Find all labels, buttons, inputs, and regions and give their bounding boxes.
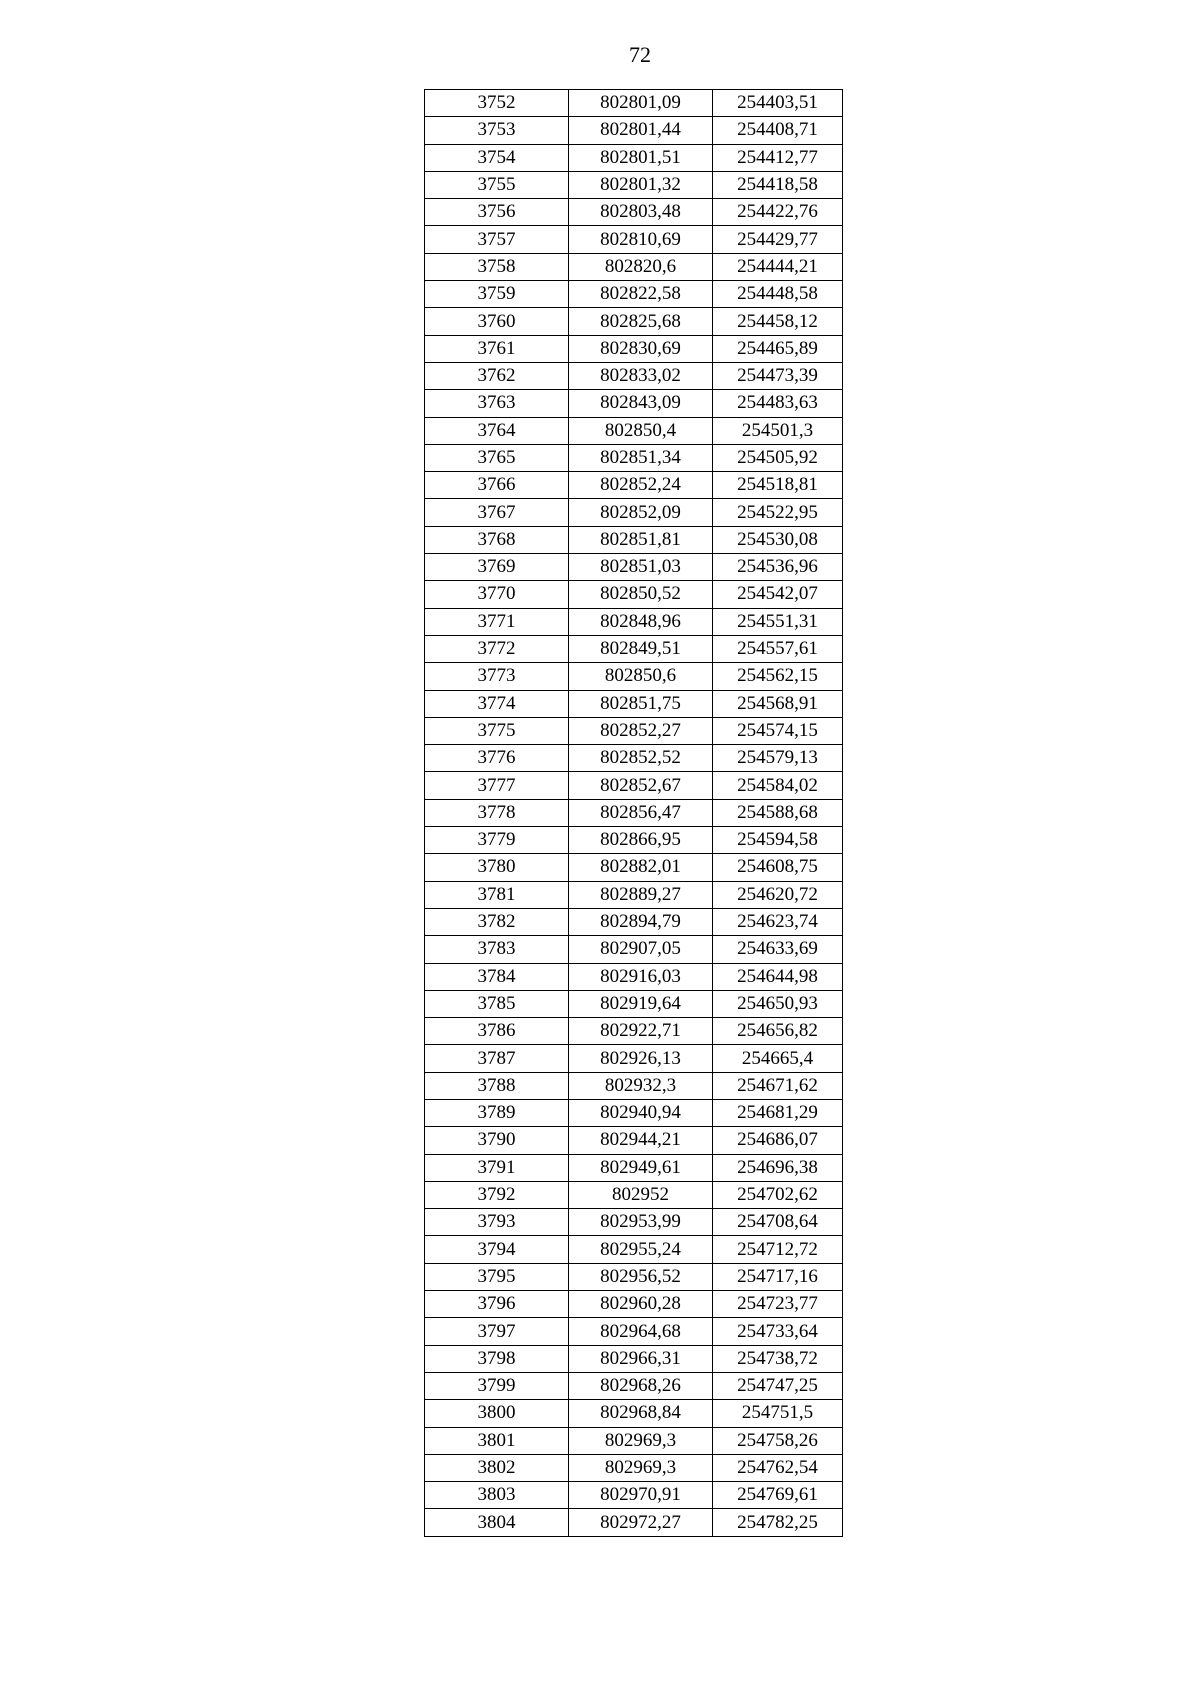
point-number-cell: 3799 (425, 1372, 569, 1399)
x-coordinate-cell: 802894,79 (569, 908, 713, 935)
table-row (425, 827, 843, 854)
table-row (425, 1291, 843, 1318)
point-number-cell: 3785 (425, 990, 569, 1017)
y-coordinate-cell: 254574,15 (713, 717, 843, 744)
x-coordinate-cell: 802956,52 (569, 1263, 713, 1290)
x-coordinate-cell: 802940,94 (569, 1099, 713, 1126)
y-coordinate-cell: 254568,91 (713, 690, 843, 717)
point-number-cell: 3784 (425, 963, 569, 990)
x-coordinate-cell: 802825,68 (569, 308, 713, 335)
y-coordinate-cell: 254562,15 (713, 663, 843, 690)
x-coordinate-cell: 802851,75 (569, 690, 713, 717)
point-number-cell: 3786 (425, 1018, 569, 1045)
point-number-cell: 3765 (425, 444, 569, 471)
point-number-cell: 3804 (425, 1509, 569, 1536)
table-row (425, 581, 843, 608)
y-coordinate-cell: 254408,71 (713, 117, 843, 144)
table-row (425, 663, 843, 690)
y-coordinate-cell: 254712,72 (713, 1236, 843, 1263)
y-coordinate-cell: 254501,3 (713, 417, 843, 444)
y-coordinate-cell: 254696,38 (713, 1154, 843, 1181)
y-coordinate-cell: 254608,75 (713, 854, 843, 881)
point-number-cell: 3764 (425, 417, 569, 444)
table-row (425, 1509, 843, 1536)
x-coordinate-cell: 802916,03 (569, 963, 713, 990)
y-coordinate-cell: 254542,07 (713, 581, 843, 608)
x-coordinate-cell: 802907,05 (569, 936, 713, 963)
point-number-cell: 3754 (425, 144, 569, 171)
y-coordinate-cell: 254758,26 (713, 1427, 843, 1454)
point-number-cell: 3772 (425, 635, 569, 662)
point-number-cell: 3781 (425, 881, 569, 908)
y-coordinate-cell: 254747,25 (713, 1372, 843, 1399)
coordinates-table (424, 89, 843, 1537)
x-coordinate-cell: 802866,95 (569, 827, 713, 854)
table-row (425, 908, 843, 935)
x-coordinate-cell: 802843,09 (569, 390, 713, 417)
table-row (425, 745, 843, 772)
point-number-cell: 3801 (425, 1427, 569, 1454)
table-row (425, 253, 843, 280)
table-row (425, 335, 843, 362)
table-row (425, 1427, 843, 1454)
x-coordinate-cell: 802822,58 (569, 281, 713, 308)
point-number-cell: 3757 (425, 226, 569, 253)
table-row (425, 635, 843, 662)
point-number-cell: 3791 (425, 1154, 569, 1181)
y-coordinate-cell: 254782,25 (713, 1509, 843, 1536)
x-coordinate-cell: 802849,51 (569, 635, 713, 662)
y-coordinate-cell: 254536,96 (713, 554, 843, 581)
x-coordinate-cell: 802969,3 (569, 1454, 713, 1481)
point-number-cell: 3800 (425, 1400, 569, 1427)
y-coordinate-cell: 254594,58 (713, 827, 843, 854)
point-number-cell: 3773 (425, 663, 569, 690)
point-number-cell: 3770 (425, 581, 569, 608)
point-number-cell: 3778 (425, 799, 569, 826)
table-row (425, 1263, 843, 1290)
y-coordinate-cell: 254665,4 (713, 1045, 843, 1072)
table-row (425, 444, 843, 471)
x-coordinate-cell: 802966,31 (569, 1345, 713, 1372)
x-coordinate-cell: 802848,96 (569, 608, 713, 635)
table-row (425, 854, 843, 881)
y-coordinate-cell: 254530,08 (713, 526, 843, 553)
y-coordinate-cell: 254584,02 (713, 772, 843, 799)
y-coordinate-cell: 254588,68 (713, 799, 843, 826)
y-coordinate-cell: 254686,07 (713, 1127, 843, 1154)
y-coordinate-cell: 254448,58 (713, 281, 843, 308)
coordinates-table-body (425, 90, 843, 1537)
point-number-cell: 3796 (425, 1291, 569, 1318)
point-number-cell: 3763 (425, 390, 569, 417)
x-coordinate-cell: 802833,02 (569, 362, 713, 389)
table-row (425, 1482, 843, 1509)
x-coordinate-cell: 802932,3 (569, 1072, 713, 1099)
point-number-cell: 3759 (425, 281, 569, 308)
table-row (425, 308, 843, 335)
table-row (425, 417, 843, 444)
point-number-cell: 3774 (425, 690, 569, 717)
x-coordinate-cell: 802960,28 (569, 1291, 713, 1318)
table-row (425, 1318, 843, 1345)
y-coordinate-cell: 254733,64 (713, 1318, 843, 1345)
x-coordinate-cell: 802801,09 (569, 90, 713, 117)
table-row (425, 717, 843, 744)
x-coordinate-cell: 802851,03 (569, 554, 713, 581)
point-number-cell: 3762 (425, 362, 569, 389)
y-coordinate-cell: 254579,13 (713, 745, 843, 772)
table-row (425, 554, 843, 581)
table-row (425, 226, 843, 253)
table-row (425, 472, 843, 499)
y-coordinate-cell: 254551,31 (713, 608, 843, 635)
x-coordinate-cell: 802953,99 (569, 1209, 713, 1236)
point-number-cell: 3756 (425, 199, 569, 226)
point-number-cell: 3755 (425, 171, 569, 198)
x-coordinate-cell: 802968,26 (569, 1372, 713, 1399)
point-number-cell: 3769 (425, 554, 569, 581)
point-number-cell: 3758 (425, 253, 569, 280)
table-row (425, 1045, 843, 1072)
y-coordinate-cell: 254751,5 (713, 1400, 843, 1427)
x-coordinate-cell: 802852,67 (569, 772, 713, 799)
table-row (425, 1154, 843, 1181)
x-coordinate-cell: 802949,61 (569, 1154, 713, 1181)
y-coordinate-cell: 254702,62 (713, 1181, 843, 1208)
x-coordinate-cell: 802851,34 (569, 444, 713, 471)
y-coordinate-cell: 254557,61 (713, 635, 843, 662)
point-number-cell: 3780 (425, 854, 569, 881)
x-coordinate-cell: 802969,3 (569, 1427, 713, 1454)
table-row (425, 1099, 843, 1126)
point-number-cell: 3803 (425, 1482, 569, 1509)
x-coordinate-cell: 802964,68 (569, 1318, 713, 1345)
x-coordinate-cell: 802801,32 (569, 171, 713, 198)
point-number-cell: 3775 (425, 717, 569, 744)
x-coordinate-cell: 802801,44 (569, 117, 713, 144)
y-coordinate-cell: 254738,72 (713, 1345, 843, 1372)
table-row (425, 1072, 843, 1099)
y-coordinate-cell: 254671,62 (713, 1072, 843, 1099)
y-coordinate-cell: 254403,51 (713, 90, 843, 117)
x-coordinate-cell: 802851,81 (569, 526, 713, 553)
table-row (425, 1209, 843, 1236)
table-row (425, 390, 843, 417)
point-number-cell: 3790 (425, 1127, 569, 1154)
point-number-cell: 3760 (425, 308, 569, 335)
x-coordinate-cell: 802830,69 (569, 335, 713, 362)
x-coordinate-cell: 802922,71 (569, 1018, 713, 1045)
point-number-cell: 3795 (425, 1263, 569, 1290)
table-row (425, 1181, 843, 1208)
table-row (425, 362, 843, 389)
y-coordinate-cell: 254422,76 (713, 199, 843, 226)
table-row (425, 1400, 843, 1427)
y-coordinate-cell: 254483,63 (713, 390, 843, 417)
x-coordinate-cell: 802926,13 (569, 1045, 713, 1072)
y-coordinate-cell: 254429,77 (713, 226, 843, 253)
point-number-cell: 3752 (425, 90, 569, 117)
y-coordinate-cell: 254769,61 (713, 1482, 843, 1509)
x-coordinate-cell: 802850,6 (569, 663, 713, 690)
table-row (425, 1372, 843, 1399)
x-coordinate-cell: 802820,6 (569, 253, 713, 280)
y-coordinate-cell: 254623,74 (713, 908, 843, 935)
point-number-cell: 3768 (425, 526, 569, 553)
y-coordinate-cell: 254717,16 (713, 1263, 843, 1290)
y-coordinate-cell: 254650,93 (713, 990, 843, 1017)
table-row (425, 963, 843, 990)
table-row (425, 1345, 843, 1372)
y-coordinate-cell: 254473,39 (713, 362, 843, 389)
point-number-cell: 3766 (425, 472, 569, 499)
x-coordinate-cell: 802852,09 (569, 499, 713, 526)
point-number-cell: 3792 (425, 1181, 569, 1208)
y-coordinate-cell: 254458,12 (713, 308, 843, 335)
x-coordinate-cell: 802803,48 (569, 199, 713, 226)
x-coordinate-cell: 802882,01 (569, 854, 713, 881)
y-coordinate-cell: 254412,77 (713, 144, 843, 171)
point-number-cell: 3779 (425, 827, 569, 854)
y-coordinate-cell: 254518,81 (713, 472, 843, 499)
x-coordinate-cell: 802852,24 (569, 472, 713, 499)
y-coordinate-cell: 254708,64 (713, 1209, 843, 1236)
x-coordinate-cell: 802919,64 (569, 990, 713, 1017)
point-number-cell: 3793 (425, 1209, 569, 1236)
x-coordinate-cell: 802944,21 (569, 1127, 713, 1154)
table-row (425, 90, 843, 117)
x-coordinate-cell: 802801,51 (569, 144, 713, 171)
point-number-cell: 3753 (425, 117, 569, 144)
table-row (425, 608, 843, 635)
y-coordinate-cell: 254633,69 (713, 936, 843, 963)
table-row (425, 526, 843, 553)
table-row (425, 881, 843, 908)
table-row (425, 281, 843, 308)
x-coordinate-cell: 802852,52 (569, 745, 713, 772)
y-coordinate-cell: 254444,21 (713, 253, 843, 280)
x-coordinate-cell: 802972,27 (569, 1509, 713, 1536)
table-row (425, 1236, 843, 1263)
x-coordinate-cell: 802852,27 (569, 717, 713, 744)
point-number-cell: 3788 (425, 1072, 569, 1099)
y-coordinate-cell: 254762,54 (713, 1454, 843, 1481)
table-row (425, 936, 843, 963)
table-row (425, 1018, 843, 1045)
x-coordinate-cell: 802952 (569, 1181, 713, 1208)
table-row (425, 144, 843, 171)
y-coordinate-cell: 254418,58 (713, 171, 843, 198)
x-coordinate-cell: 802970,91 (569, 1482, 713, 1509)
table-row (425, 1127, 843, 1154)
point-number-cell: 3761 (425, 335, 569, 362)
point-number-cell: 3777 (425, 772, 569, 799)
point-number-cell: 3771 (425, 608, 569, 635)
point-number-cell: 3782 (425, 908, 569, 935)
y-coordinate-cell: 254681,29 (713, 1099, 843, 1126)
y-coordinate-cell: 254656,82 (713, 1018, 843, 1045)
table-row (425, 117, 843, 144)
y-coordinate-cell: 254522,95 (713, 499, 843, 526)
point-number-cell: 3789 (425, 1099, 569, 1126)
point-number-cell: 3802 (425, 1454, 569, 1481)
x-coordinate-cell: 802856,47 (569, 799, 713, 826)
table-row (425, 690, 843, 717)
x-coordinate-cell: 802850,4 (569, 417, 713, 444)
point-number-cell: 3798 (425, 1345, 569, 1372)
x-coordinate-cell: 802968,84 (569, 1400, 713, 1427)
table-row (425, 799, 843, 826)
x-coordinate-cell: 802850,52 (569, 581, 713, 608)
table-row (425, 772, 843, 799)
table-row (425, 1454, 843, 1481)
x-coordinate-cell: 802810,69 (569, 226, 713, 253)
point-number-cell: 3794 (425, 1236, 569, 1263)
table-row (425, 199, 843, 226)
y-coordinate-cell: 254505,92 (713, 444, 843, 471)
page-number: 72 (629, 42, 651, 67)
point-number-cell: 3776 (425, 745, 569, 772)
y-coordinate-cell: 254723,77 (713, 1291, 843, 1318)
point-number-cell: 3787 (425, 1045, 569, 1072)
point-number-cell: 3783 (425, 936, 569, 963)
y-coordinate-cell: 254644,98 (713, 963, 843, 990)
x-coordinate-cell: 802955,24 (569, 1236, 713, 1263)
y-coordinate-cell: 254620,72 (713, 881, 843, 908)
y-coordinate-cell: 254465,89 (713, 335, 843, 362)
table-row (425, 499, 843, 526)
point-number-cell: 3797 (425, 1318, 569, 1345)
table-row (425, 171, 843, 198)
point-number-cell: 3767 (425, 499, 569, 526)
x-coordinate-cell: 802889,27 (569, 881, 713, 908)
table-row (425, 990, 843, 1017)
